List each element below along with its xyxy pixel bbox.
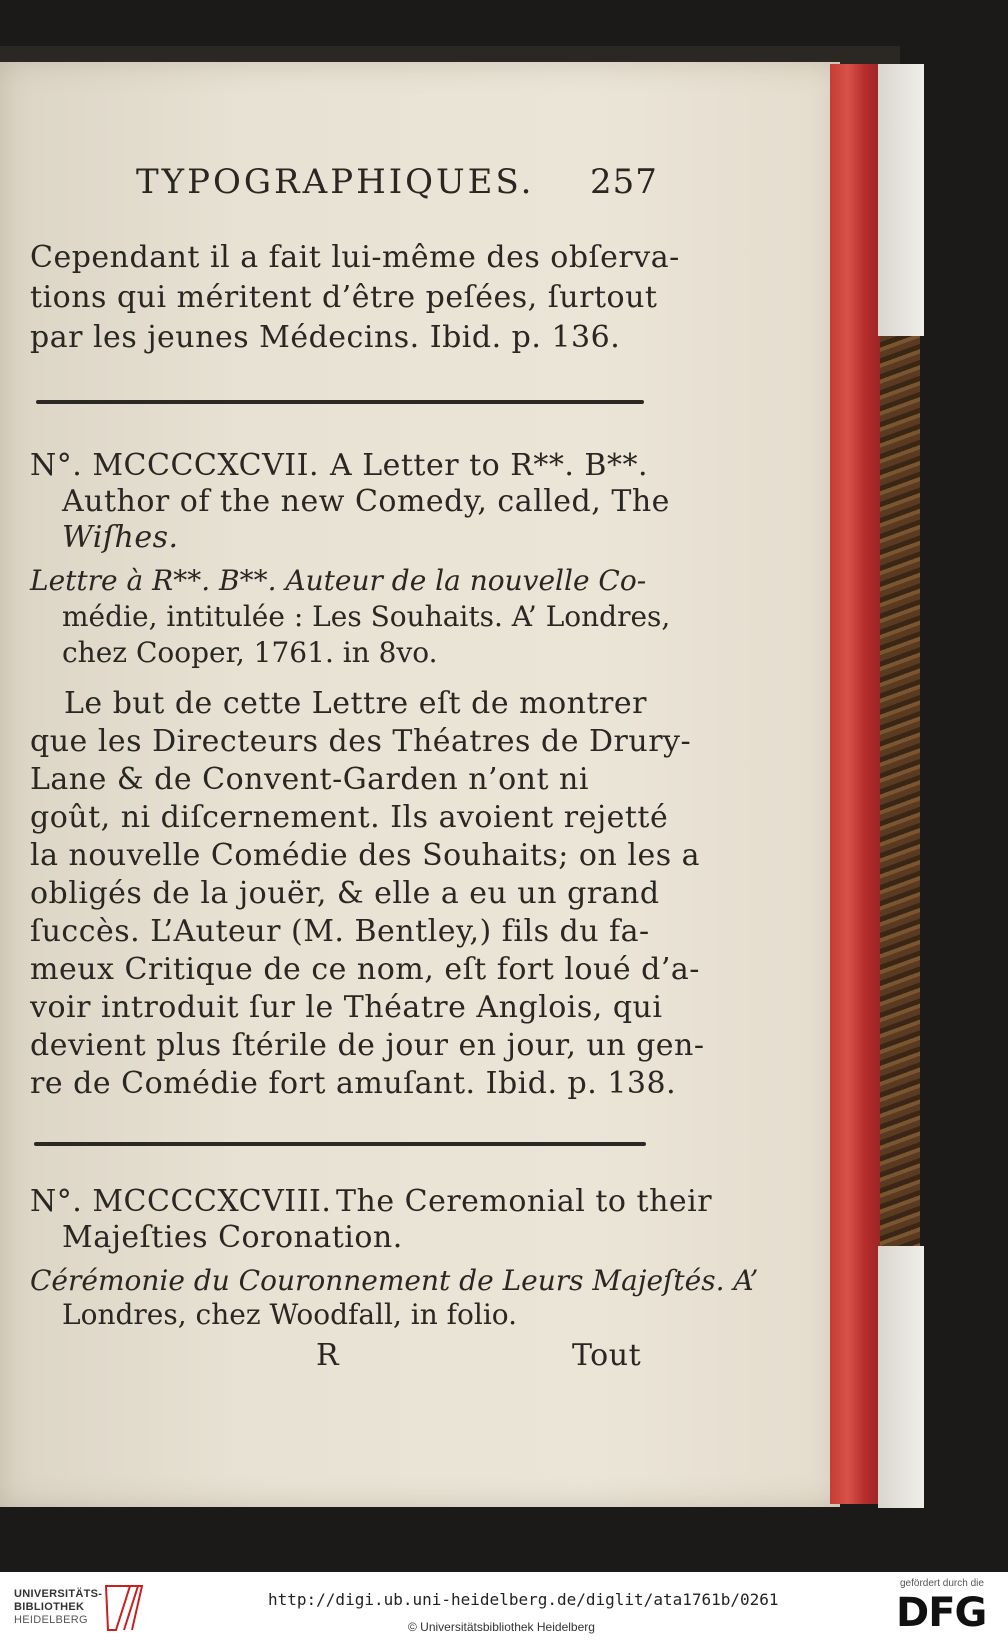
marbled-board <box>880 336 920 1246</box>
copyright-notice: © Universitätsbibliothek Heidelberg <box>408 1620 595 1634</box>
section-rule <box>34 1142 646 1146</box>
viewer-footer <box>0 1572 1008 1644</box>
body-line: Lane & de Convent-Garden n’ont ni <box>30 762 589 797</box>
dfg-logo[interactable]: DFG <box>896 1590 987 1636</box>
intro-line: tions qui méritent d’être peſées, ſurtout <box>30 280 658 315</box>
french-title-line: Londres, chez Woodfall, in folio. <box>62 1298 518 1331</box>
library-logo[interactable] <box>14 1588 102 1627</box>
french-title-line: Lettre à R**. B**. Auteur de la nouvelle Co- <box>30 564 647 597</box>
entry-title-line: Majeſties Coronation. <box>62 1220 403 1255</box>
body-line: Le but de cette Lettre eſt de montrer <box>64 686 647 721</box>
library-name-line: UNIVERSITÄTS- <box>14 1588 103 1600</box>
running-header: TYPOGRAPHIQUES. <box>136 162 535 202</box>
body-line: meux Critique de ce nom, eſt fort loué d’a- <box>30 952 700 987</box>
entry-title-line: Author of the new Comedy, called, The <box>62 484 670 519</box>
funder-label: gefördert durch die <box>900 1578 984 1589</box>
book-board-right-top <box>878 64 924 336</box>
section-rule <box>36 400 644 404</box>
french-title-line: médie, intitulée : Les Souhaits. A’ Londres, <box>62 600 671 633</box>
library-name-line: HEIDELBERG <box>14 1614 88 1626</box>
entry-number: N°. MCCCCXCVIII. <box>30 1184 332 1219</box>
body-line: la nouvelle Comédie des Souhaits; on les a <box>30 838 701 873</box>
french-title-line: Cérémonie du Couronnement de Leurs Majeſtés. A’ <box>30 1264 759 1297</box>
body-line: que les Directeurs des Théatres de Drury- <box>30 724 692 759</box>
body-line: goût, ni diſcernement. Ils avoient rejetté <box>30 800 669 835</box>
body-line: voir introduit ſur le Théatre Anglois, qui <box>30 990 663 1025</box>
body-line: obligés de la jouër, & elle a eu un grand <box>30 876 660 911</box>
library-emblem-icon <box>100 1580 144 1636</box>
intro-line: par les jeunes Médecins. Ibid. p. 136. <box>30 320 621 355</box>
library-name-line: BIBLIOTHEK <box>14 1601 85 1613</box>
entry-title-line: A Letter to R**. B**. <box>330 448 649 483</box>
entry-title-line: The Ceremonial to their <box>336 1184 713 1219</box>
catchword: Tout <box>572 1338 642 1373</box>
entry-number: N°. MCCCCXCVII. <box>30 448 320 483</box>
body-line: ſuccès. L’Auteur (M. Bentley,) fils du fa- <box>30 914 650 949</box>
intro-line: Cependant il a fait lui-même des obſerva- <box>30 240 680 275</box>
permalink-url[interactable]: http://digi.ub.uni-heidelberg.de/diglit/ata1761b/0261 <box>268 1590 779 1609</box>
french-title-line: chez Cooper, 1761. in 8vo. <box>62 636 438 669</box>
signature-mark: R <box>316 1338 340 1373</box>
body-line: re de Comédie fort amuſant. Ibid. p. 138. <box>30 1066 677 1101</box>
body-line: devient plus ſtérile de jour en jour, un gen- <box>30 1028 705 1063</box>
red-page-edge <box>830 64 880 1504</box>
entry-title-line: Wiſhes. <box>62 520 179 555</box>
book-board-right-bottom <box>878 1246 924 1508</box>
page-number: 257 <box>590 162 658 202</box>
